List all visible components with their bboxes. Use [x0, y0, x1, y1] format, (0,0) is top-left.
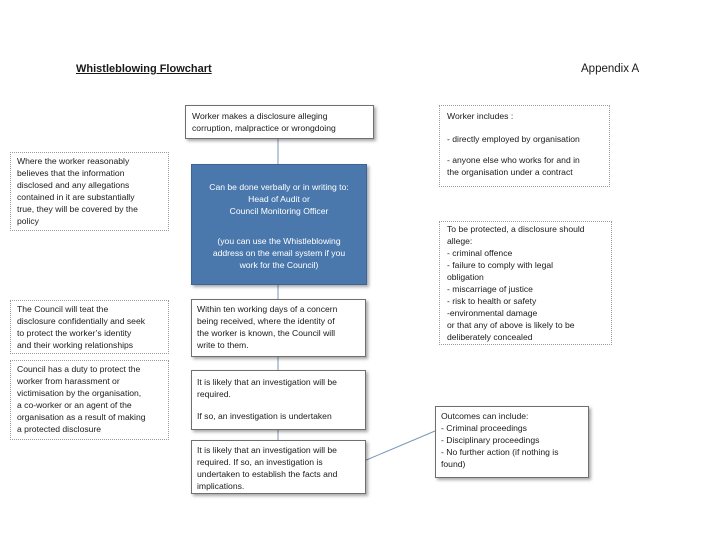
establish-facts-text: It is likely that an investigation will be required. If so, an investigation is undertaken to establish the facts and implications. [197, 445, 338, 491]
protected-disclosure-box [439, 221, 612, 345]
page-title: Whistleblowing Flowchart [76, 63, 212, 75]
establish-facts-box [191, 440, 366, 494]
disclosure-box [185, 105, 374, 139]
outcomes-box [435, 406, 589, 478]
reporting-channel-box [191, 164, 367, 285]
connector-establish-to-outcomes [364, 431, 435, 461]
confidential-text: The Council will teat the disclosure confidentially and seek to protect the worker’s identity and their working relationships [17, 304, 146, 350]
disclosure-text: Worker makes a disclosure alleging corruption, malpractice or wrongdoing [192, 111, 336, 133]
email-option-text: (you can use the Whistleblowing address on the email system if you work for the Council) [212, 236, 346, 270]
worker-includes-item-2: - anyone else who works for and in the organisation under a contract [447, 155, 580, 177]
covered-box [10, 152, 169, 231]
appendix-label: Appendix A [581, 63, 640, 75]
duty-text: Council has a duty to protect the worker from harassment or victimisation by the organisation, a co-worker or an agent of the organisation as a result of making a protected disclosure [17, 364, 146, 434]
protected-disclosure-text: To be protected, a disclosure should allege: - criminal offence - failure to comply with legal obligation - miscarriage of justice - risk to health or safety -environmental damage or that any of above is likely to be deliberately concealed [447, 224, 585, 342]
duty-box [10, 360, 169, 440]
worker-includes-box [439, 105, 610, 187]
investigation-likely-text: It is likely that an investigation will be required. [197, 377, 337, 399]
covered-text: Where the worker reasonably believes that the information disclosed and any allegations contained in it are substantially true, they will be covered by the policy [17, 156, 138, 226]
worker-includes-title: Worker includes : [447, 111, 514, 121]
investigation-box [191, 370, 366, 430]
confidential-box [10, 300, 169, 354]
worker-includes-item-1: - directly employed by organisation [447, 134, 580, 144]
investigation-undertaken-text: If so, an investigation is undertaken [197, 411, 332, 421]
outcomes-text: Outcomes can include: - Criminal proceedings - Disciplinary proceedings - No further action (if nothing is found) [441, 411, 559, 469]
verbal-writing-text: Can be done verbally or in writing to: Head of Audit or Council Monitoring Officer [209, 182, 349, 216]
ten-days-box [191, 299, 366, 357]
ten-days-text: Within ten working days of a concern being received, where the identity of the worker is known, the Council will write to them. [197, 304, 338, 350]
